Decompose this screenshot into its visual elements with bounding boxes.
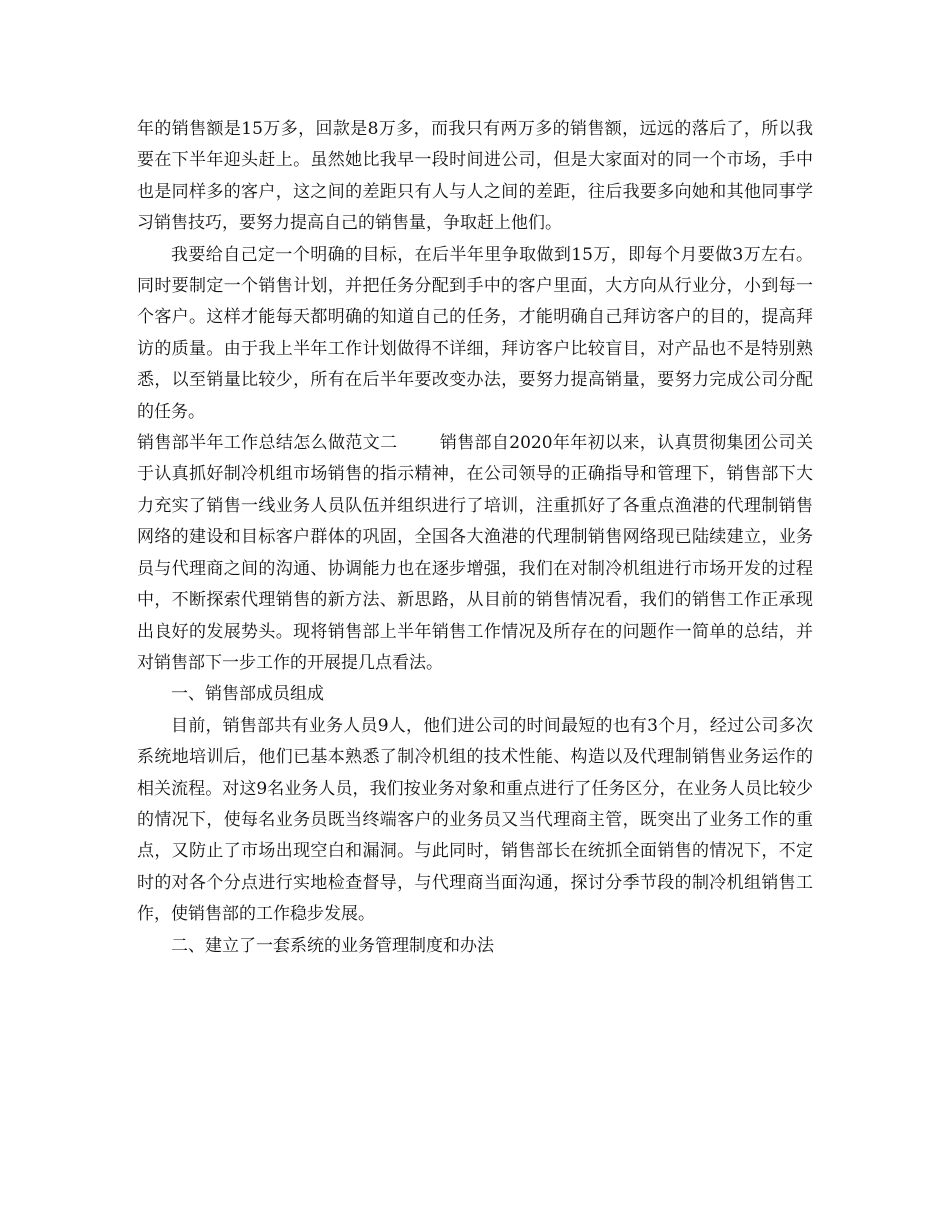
document-page bbox=[137, 114, 813, 962]
paragraph-section-two-intro bbox=[137, 428, 813, 679]
paragraph-sales-summary: 销售部自2020年年初以来，认真贯彻集团公司关于认真抓好制冷机组市场销售的指示精神，在公司领导的正确指导和管理下，销售部下大力充实了销售一线业务人员队伍并组织进行了培训，注重抓好了各重点渔港的代理制销售网络的建设和目标客户群体的巩固，全国各大渔港的代理制销售网络现已陆续建立，业务员与代理商之间的沟通、协调能力也在逐步增强，我们在对制冷机组进行市场开发的过程中，不断探索代理销售的新方法、新思路，从目前的销售情况看，我们的销售工作正承现出良好的发展势头。现将销售部上半年销售工作情况及所存在的问题作一简单的总结，并对销售部下一步工作的开展提几点看法。 bbox=[137, 433, 814, 673]
section-title-management: 二、建立了一套系统的业务管理制度和办法 bbox=[171, 935, 494, 956]
section-title-members: 一、销售部成员组成 bbox=[171, 684, 324, 705]
document-heading: 销售部半年工作总结怎么做范文二 bbox=[137, 433, 398, 454]
paragraph-continued: 年的销售额是15万多，回款是8万多，而我只有两万多的销售额，远远的落后了，所以我要在下半年迎头赶上。虽然她比我早一段时间进公司，但是大家面对的同一个市场，手中也是同样多的客户，这之间的差距只有人与人之间的差距，往后我要多向她和其他同事学习销售技巧，要努力提高自己的销售量，争取赶上他们。 bbox=[137, 119, 813, 234]
paragraph-sales-target: 我要给自己定一个明确的目标，在后半年里争取做到15万，即每个月要做3万左右。同时要制定一个销售计划，并把任务分配到手中的客户里面，大方向从行业分，小到每一个客户。这样才能每天都明确的知道自己的任务，才能明确自己拜访客户的目的，提高拜访的质量。由于我上半年工作计划做得不详细，拜访客户比较盲目，对产品也不是特别熟悉，以至销量比较少，所有在后半年要改变办法，要努力提高销量，要努力完成公司分配的任务。 bbox=[137, 244, 813, 422]
paragraph-members: 目前，销售部共有业务人员9人，他们进公司的时间最短的也有3个月，经过公司多次系统地培训后，他们已基本熟悉了制冷机组的技术性能、构造以及代理制销售业务运作的相关流程。对这9名业务人员，我们按业务对象和重点进行了任务区分，在业务人员比较少的情况下，使每名业务员既当终端客户的业务员又当代理商主管，既突出了业务工作的重点，又防止了市场出现空白和漏洞。与此同时，销售部长在统抓全面销售的情况下，不定时的对各个分点进行实地检查督导，与代理商当面沟通，探讨分季节段的制冷机组销售工作，使销售部的工作稳步发展。 bbox=[137, 715, 813, 925]
